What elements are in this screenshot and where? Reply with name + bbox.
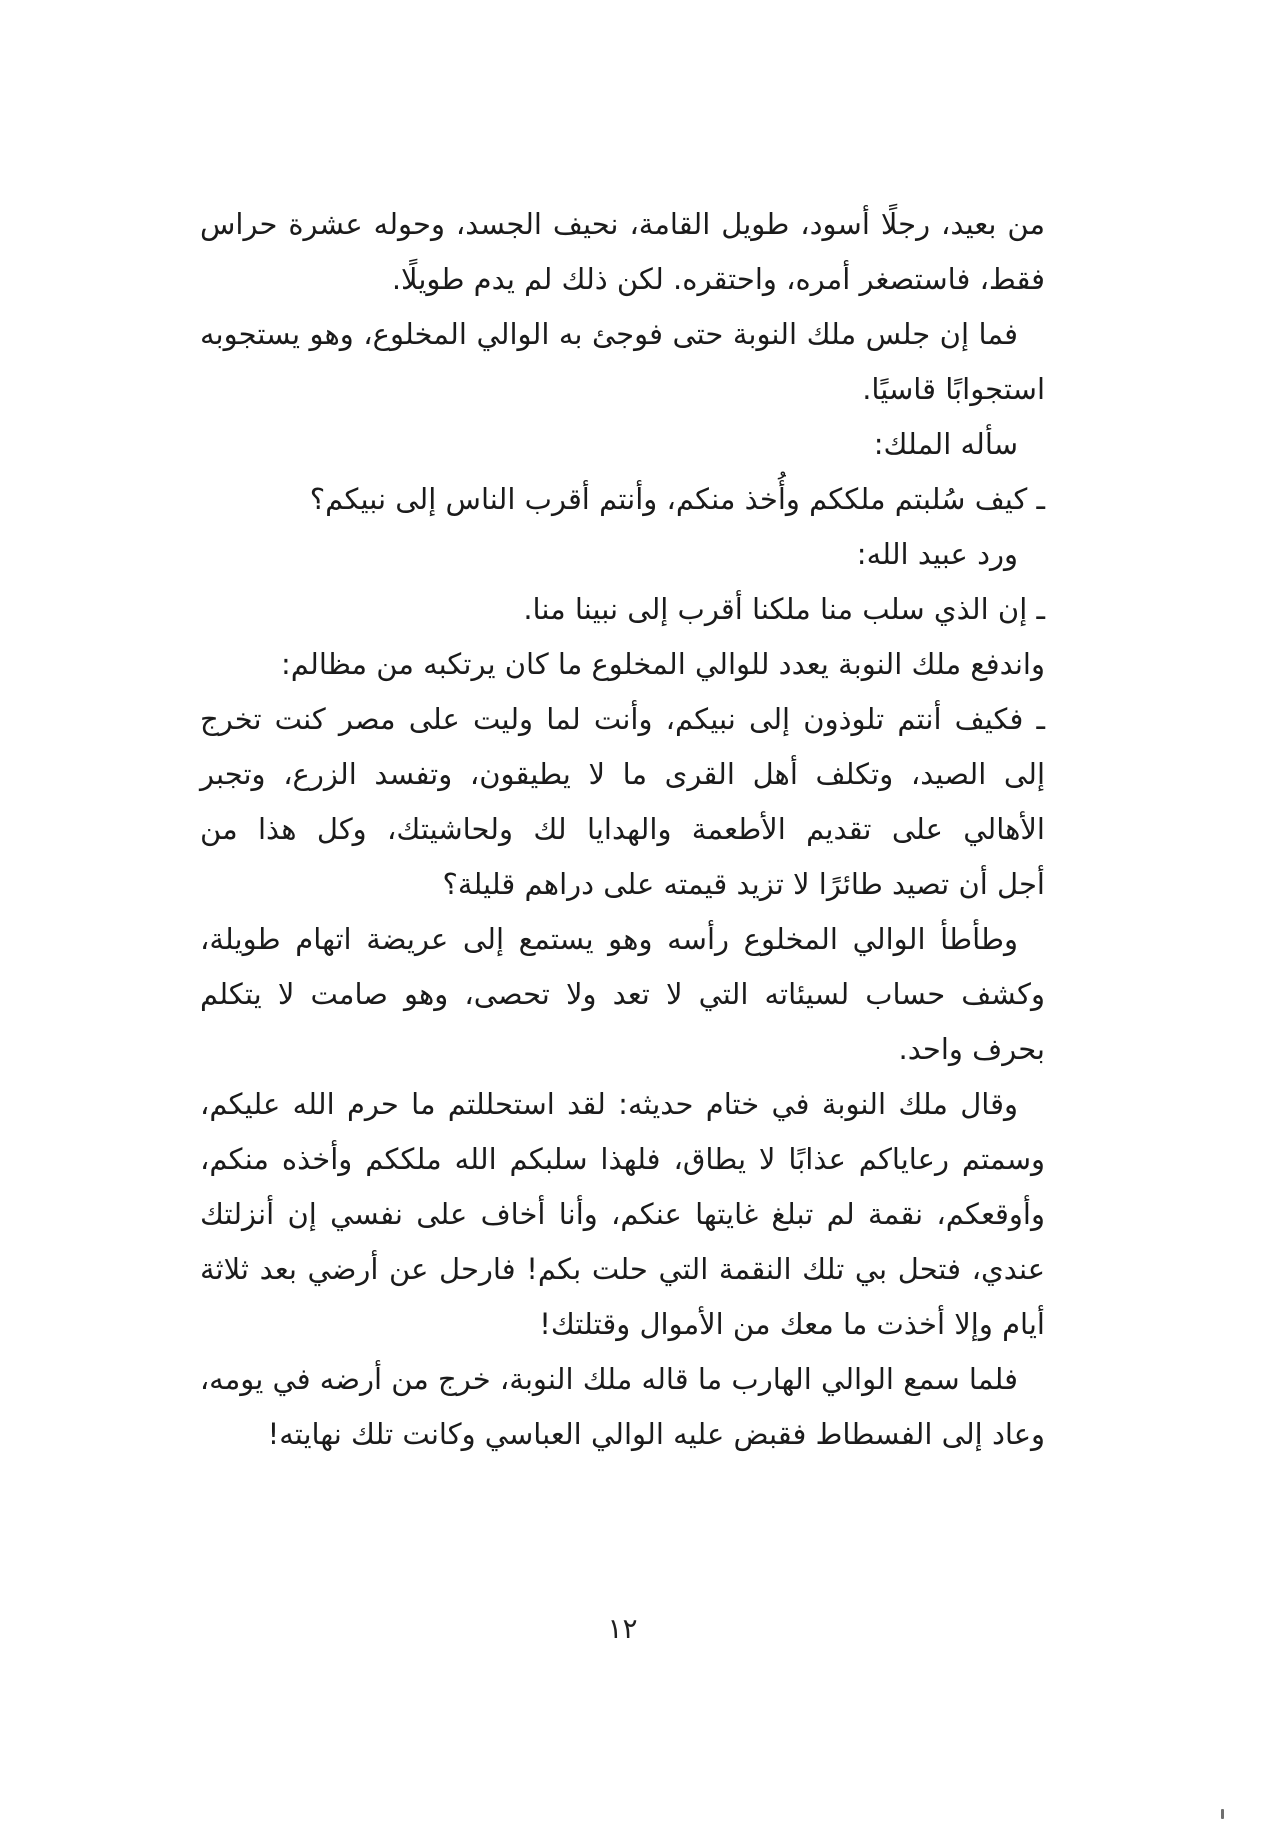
- text-line: أيام وإلا أخذت ما معك من الأموال وقتلتك!: [539, 1307, 1045, 1341]
- text-line: وعاد إلى الفسطاط فقبض عليه الوالي العباسي وكانت تلك نهايته!: [267, 1417, 1045, 1451]
- text-line: فلما سمع الوالي الهارب ما قاله ملك النوبة، خرج من أرضه في يومه،: [199, 1362, 1018, 1396]
- text-line: أجل أن تصيد طائرًا لا تزيد قيمته على دراهم قليلة؟: [442, 867, 1045, 901]
- page-number: ١٢: [607, 1612, 638, 1645]
- text-line: سأله الملك:: [873, 427, 1018, 461]
- text-line: وطأطأ الوالي المخلوع رأسه وهو يستمع إلى عريضة اتهام طويلة،: [200, 922, 1018, 956]
- text-line: عندي، فتحل بي تلك النقمة التي حلت بكم! فارحل عن أرضي بعد ثلاثة: [200, 1252, 1045, 1286]
- body-text: [200, 197, 1045, 1462]
- text-line: فقط، فاستصغر أمره، واحتقره. لكن ذلك لم يدم طويلًا.: [391, 262, 1045, 296]
- text-line: فما إن جلس ملك النوبة حتى فوجئ به الوالي المخلوع، وهو يستجوبه: [200, 317, 1018, 351]
- text-line: ـ كيف سُلبتم ملككم وأُخذ منكم، وأنتم أقرب الناس إلى نبيكم؟: [309, 482, 1045, 516]
- text-line: وقال ملك النوبة في ختام حديثه: لقد استحللتم ما حرم الله عليكم،: [200, 1087, 1018, 1121]
- text-line: ورد عبيد الله:: [856, 537, 1018, 571]
- print-artifact-mark: [1221, 1809, 1224, 1819]
- text-line: وكشف حساب لسيئاته التي لا تعد ولا تحصى، وهو صامت لا يتكلم: [200, 977, 1045, 1011]
- text-line: بحرف واحد.: [898, 1032, 1045, 1066]
- text-line: الأهالي على تقديم الأطعمة والهدايا لك ولحاشيتك، وكل هذا من: [200, 812, 1045, 846]
- text-line: من بعيد، رجلًا أسود، طويل القامة، نحيف الجسد، وحوله عشرة حراس: [200, 207, 1045, 241]
- text-line: استجوابًا قاسيًا.: [862, 372, 1045, 406]
- text-line: إلى الصيد، وتكلف أهل القرى ما لا يطيقون، وتفسد الزرع، وتجبر: [200, 757, 1045, 791]
- text-line: وأوقعكم، نقمة لم تبلغ غايتها عنكم، وأنا أخاف على نفسي إن أنزلتك: [200, 1197, 1045, 1231]
- text-line: ـ فكيف أنتم تلوذون إلى نبيكم، وأنت لما وليت على مصر كنت تخرج: [200, 702, 1045, 736]
- text-line: واندفع ملك النوبة يعدد للوالي المخلوع ما كان يرتكبه من مظالم:: [280, 647, 1045, 681]
- text-line: ـ إن الذي سلب منا ملكنا أقرب إلى نبينا منا.: [523, 592, 1045, 626]
- text-line: وسمتم رعاياكم عذابًا لا يطاق، فلهذا سلبكم الله ملككم وأخذه منكم،: [200, 1142, 1045, 1176]
